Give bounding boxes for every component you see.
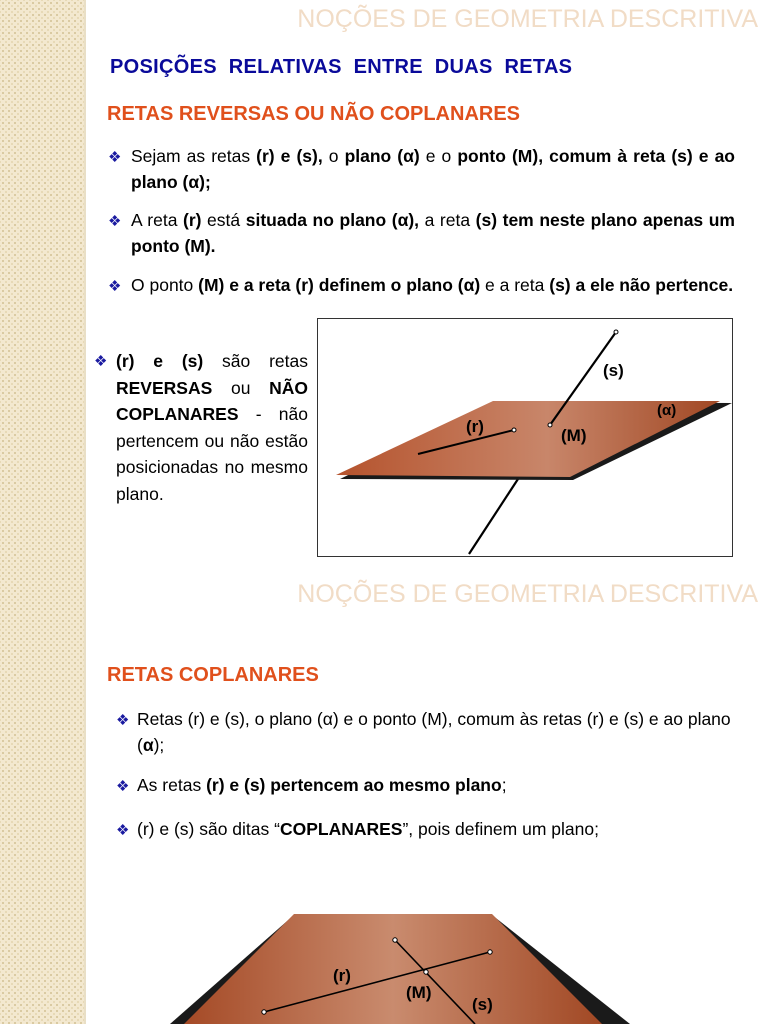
diamond-bullet-icon: ❖ [116,822,130,839]
text-run: (r) e (s) são ditas “ [137,819,280,839]
text-run: ; [501,775,507,795]
bold-text-run: (M) e a reta (r) definem o plano (α) [198,275,481,295]
bold-text-run: α [142,735,154,755]
diamond-bullet-icon: ❖ [108,149,122,166]
text-run: Sejam as retas [131,146,257,166]
point-m [548,423,552,427]
label-r: (r) [466,417,484,436]
bold-text-run: (s) tem neste plano apenas um ponto (M). [131,210,735,256]
bold-text-run: (r) e (s) [116,351,204,371]
slide1-heading: POSIÇÕES RELATIVAS ENTRE DUAS RETAS [110,56,573,78]
label-r: (r) [333,966,351,985]
diamond-bullet-icon: ❖ [108,278,122,295]
text-run: são retas [203,351,308,371]
text-run: está [201,210,246,230]
bold-text-run: (r) e (s), [256,146,323,166]
slide1-bullet-3 [131,272,735,298]
text-run: O ponto [131,275,199,295]
line-s-lower-segment [469,479,518,554]
text-run: - não pertencem ou não estão posicionadas no mesmo plano. [116,404,308,504]
text-run: A reta [131,210,184,230]
text-run: ou [212,377,270,398]
slide2-bullet-2 [137,772,734,798]
text-run: o [322,146,345,166]
bold-text-run: situada no plano (α), [245,210,420,230]
skew-lines-diagram [318,319,732,556]
bold-text-run: (s) a ele não pertence. [549,275,734,295]
point-m [424,970,428,974]
text-run: ”, pois definem um plano; [402,819,599,839]
label-s: (s) [472,995,493,1014]
slide1-bullet-1 [131,143,735,195]
text-run: e o [419,146,458,166]
text-run: Retas (r) e (s), o plano (α) e o ponto (M), comum às retas (r) e (s) e ao plano ( [137,709,731,755]
bold-text-run: ponto (M), comum à reta (s) e ao plano (α); [131,146,735,192]
diamond-bullet-icon: ❖ [116,778,130,795]
label-m: (M) [561,426,587,445]
diamond-bullet-icon: ❖ [108,213,122,230]
diamond-bullet-icon: ❖ [116,712,130,729]
text-run: As retas [137,775,207,795]
plane-coplanar [184,914,602,1024]
diamond-bullet-icon: ❖ [94,353,108,370]
slide1-side-note [116,348,308,507]
slide2-watermark-title: NOÇÕES DE GEOMETRIA DESCRITIVA [297,580,758,608]
slide1-bullet-2 [131,207,735,259]
slide2-subheading: RETAS COPLANARES [107,664,319,686]
label-alpha: (α) [657,402,677,419]
sidebar-edge [84,0,86,1024]
skew-lines-figure [317,318,733,557]
bold-text-run: COPLANARES [279,819,403,839]
text-run: a reta [419,210,476,230]
bold-text-run: (r) [183,210,202,230]
coplanar-lines-diagram [170,905,630,1024]
bold-text-run: NÃO COPLANARES [116,377,308,424]
text-run: ); [153,735,165,755]
label-s: (s) [603,361,624,380]
bold-text-run: REVERSAS [116,377,213,398]
slide1-subheading: RETAS REVERSAS OU NÃO COPLANARES [107,103,521,125]
text-run: e a reta [480,275,550,295]
slide2-bullet-1 [137,706,734,758]
slide2-bullet-3 [137,816,734,842]
label-m: (M) [406,983,432,1002]
slide1-watermark-title: NOÇÕES DE GEOMETRIA DESCRITIVA [297,5,758,33]
decorative-sidebar [0,0,84,1024]
bold-text-run: (r) e (s) pertencem ao mesmo plano [206,775,502,795]
bold-text-run: plano (α) [344,146,420,166]
